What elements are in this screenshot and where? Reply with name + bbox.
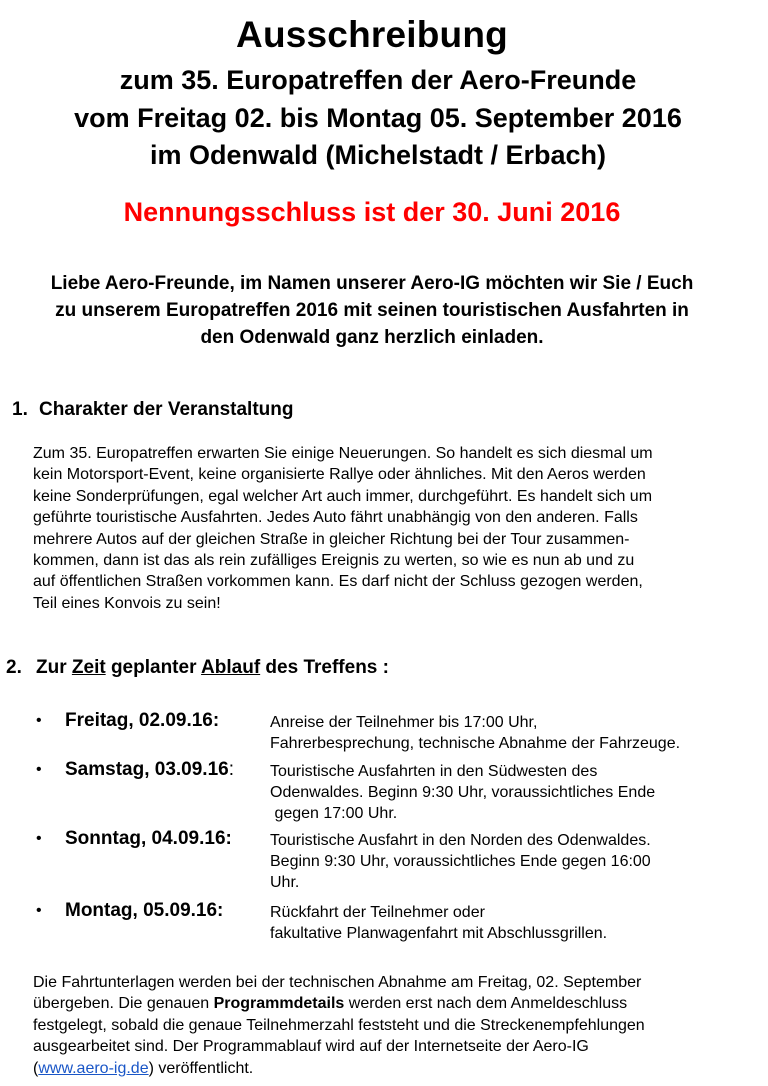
schedule-day: Sonntag, 04.09.16: <box>65 828 232 849</box>
body-line: Teil eines Konvois zu sein! <box>33 594 221 612</box>
schedule-line: Uhr. <box>270 874 300 891</box>
closing-text: ) veröffentlicht. <box>148 1059 254 1077</box>
body-line: kein Motorsport-Event, keine organisierte Rallye oder ähnliches. Mit den Aeros werden <box>33 466 646 484</box>
bullet-icon: • <box>36 761 42 778</box>
body-line: geführte touristische Ausfahrten. Jedes Auto fährt unabhängig von den anderen. Falls <box>33 509 638 527</box>
paren-open: ( <box>33 1059 39 1077</box>
section-1-number: 1. <box>12 399 28 420</box>
schedule-line: gegen 17:00 Uhr. <box>270 805 398 822</box>
aero-ig-website-link[interactable]: www.aero-ig.de <box>38 1059 149 1077</box>
schedule-day-label: Samstag, 03.09.16 <box>65 759 229 780</box>
closing-line <box>33 1058 763 1079</box>
closing-line: ausgearbeitet sind. Der Programmablauf wird auf der Internetseite der Aero-IG <box>33 1038 589 1056</box>
closing-line: Die Fahrtunterlagen werden bei der technischen Abnahme am Freitag, 02. September <box>33 974 642 991</box>
bullet-icon: • <box>36 830 42 847</box>
section-1-title: Charakter der Veranstaltung <box>39 399 294 420</box>
section-1-heading <box>12 399 293 421</box>
intro-line: zu unserem Europatreffen 2016 mit seinen touristischen Ausfahrten in <box>55 300 689 321</box>
intro-line: Liebe Aero-Freunde, im Namen unserer Aero-IG möchten wir Sie / Euch <box>50 273 694 294</box>
body-line: keine Sonderprüfungen, egal welcher Art auch immer, durchgeführt. Es handelt sich um <box>33 487 653 505</box>
schedule-line: Fahrerbesprechung, technische Abnahme der Fahrzeuge. <box>270 735 681 752</box>
schedule-description <box>270 830 750 893</box>
schedule-day-colon: : <box>228 759 234 780</box>
bullet-icon: • <box>36 712 42 729</box>
schedule-line: fakultative Planwagenfahrt mit Abschlussgrillen. <box>270 925 608 942</box>
closing-text: werden erst nach dem Anmeldeschluss <box>344 995 628 1013</box>
document-title: Ausschreibung <box>236 14 508 55</box>
schedule-day: Freitag, 02.09.16: <box>65 710 220 731</box>
schedule-line: Beginn 9:30 Uhr, voraussichtliches Ende gegen 16:00 <box>270 853 651 870</box>
schedule-description <box>270 761 750 824</box>
schedule-description <box>270 902 750 944</box>
body-line: Zum 35. Europatreffen erwarten Sie einige Neuerungen. So handelt es sich diesmal um <box>33 445 653 462</box>
schedule-day <box>65 759 234 781</box>
body-line: kommen, dann ist das als rein zufälliges Ereignis zu werten, so wie es nun ab und zu <box>33 552 635 570</box>
section-2-title-pre: Zur <box>36 657 72 678</box>
closing-line <box>33 993 763 1014</box>
body-line: mehrere Autos auf der gleichen Straße in gleicher Richtung bei der Tour zusammen- <box>33 530 630 548</box>
schedule-line: Touristische Ausfahrten in den Südwesten des <box>270 763 598 780</box>
subtitle-line-2: vom Freitag 02. bis Montag 05. September 2016 <box>74 103 682 133</box>
bullet-icon: • <box>36 902 42 919</box>
closing-text: übergeben. Die genauen <box>33 995 214 1013</box>
subtitle-line-1: zum 35. Europatreffen der Aero-Freunde <box>119 65 637 95</box>
section-2-number: 2. <box>6 657 22 678</box>
section-2-heading <box>6 657 389 679</box>
program-details-emphasis: Programmdetails <box>213 995 345 1013</box>
section-2-title-post: des Treffens : <box>260 657 389 678</box>
section-2-title-mid: geplanter <box>105 657 202 678</box>
body-line: auf öffentlichen Straßen vorkommen kann. Es darf nicht der Schluss gezogen werden, <box>33 573 643 591</box>
closing-line: festgelegt, sobald die genaue Teilnehmerzahl feststeht und die Streckenempfehlungen <box>33 1016 645 1034</box>
section-1-body <box>33 443 753 614</box>
section-2-title-underlined-ablauf: Ablauf <box>201 657 261 678</box>
section-2-title-underlined-zeit: Zeit <box>71 657 106 678</box>
closing-paragraph <box>33 972 763 1079</box>
schedule-line: Anreise der Teilnehmer bis 17:00 Uhr, <box>270 714 538 731</box>
intro-paragraph <box>0 270 744 351</box>
schedule-line: Odenwaldes. Beginn 9:30 Uhr, voraussichtliches Ende <box>270 784 656 801</box>
intro-line: den Odenwald ganz herzlich einladen. <box>200 327 544 348</box>
schedule-line: Rückfahrt der Teilnehmer oder <box>270 904 485 921</box>
deadline-notice: Nennungsschluss ist der 30. Juni 2016 <box>123 197 621 227</box>
schedule-line: Touristische Ausfahrt in den Norden des Odenwaldes. <box>270 832 651 849</box>
schedule-day: Montag, 05.09.16: <box>65 900 224 921</box>
subtitle-line-3: im Odenwald (Michelstadt / Erbach) <box>149 140 607 170</box>
schedule-description <box>270 712 750 754</box>
